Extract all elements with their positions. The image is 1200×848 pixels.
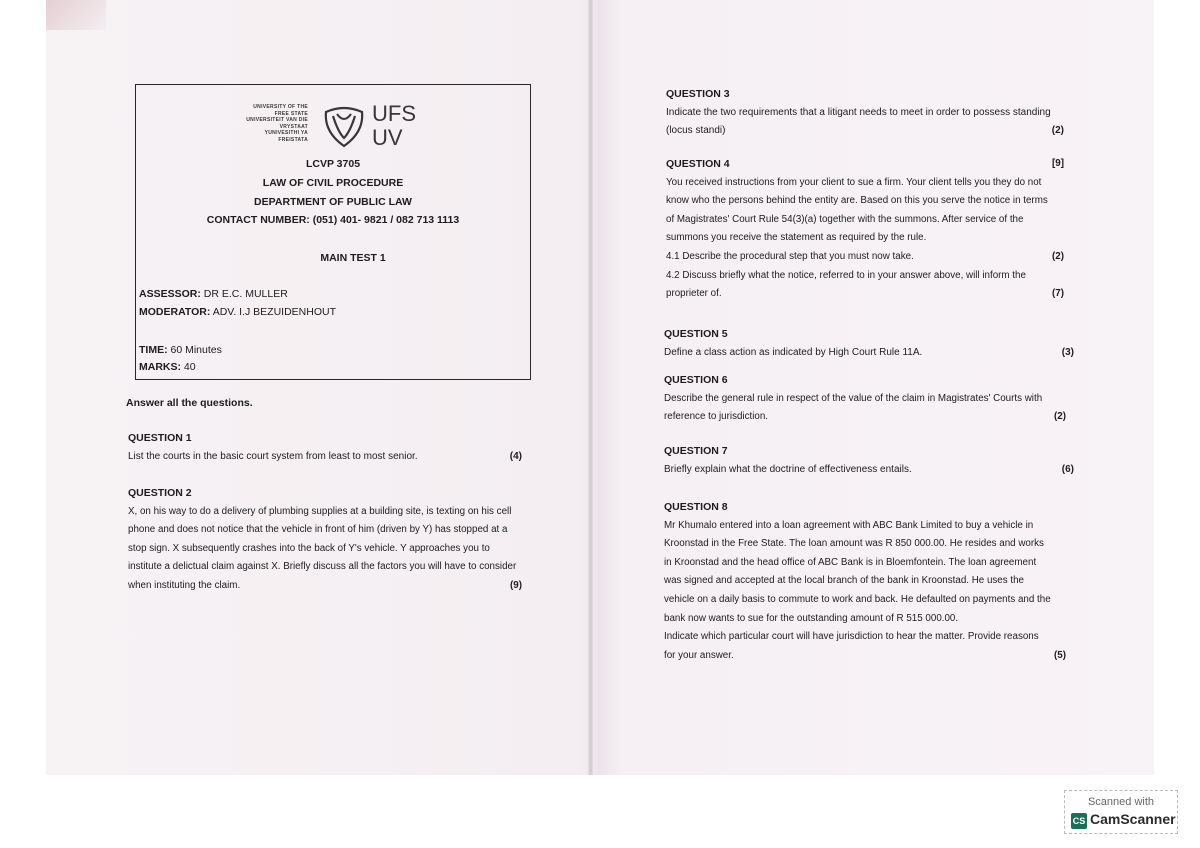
question-title: QUESTION 8 (664, 501, 728, 513)
question-title: QUESTION 6 (664, 374, 728, 386)
logo-uv-text: UV (372, 125, 403, 150)
question-row (128, 577, 542, 596)
question-title: QUESTION 7 (664, 445, 728, 457)
question-line: summons you receive the statement as required by the rule. (666, 232, 927, 244)
question-title: QUESTION 4 (666, 158, 730, 170)
camscanner-watermark (1064, 790, 1178, 834)
sub-question: 4.2 Discuss briefly what the notice, referred to in your answer above, will inform the (666, 269, 1026, 281)
question-title: QUESTION 5 (664, 328, 728, 340)
question-marks: (3) (1061, 346, 1074, 358)
logo-university-names (240, 104, 308, 144)
camscanner-logo-icon: CS (1071, 813, 1087, 829)
logo-line: UNIVERSITY OF THE (253, 104, 308, 110)
question-text: Briefly explain what the doctrine of effectiveness entails. (664, 463, 912, 475)
contact-number: CONTACT NUMBER: (051) 401- 9821 / 082 713 1113 (206, 214, 460, 226)
assessor-label: ASSESSOR: (139, 288, 201, 300)
logo-line: VRYSTAAT (279, 123, 308, 130)
question-line: for your answer. (664, 649, 734, 661)
test-title: MAIN TEST 1 (320, 252, 386, 264)
question-8 (664, 498, 1088, 665)
question-marks: (4) (509, 450, 522, 462)
marks-label: MARKS: (139, 361, 181, 373)
question-line: of Magistrates' Court Rule 54(3)(a) together with the summons. After service of the (666, 213, 1024, 225)
moderator-label: MODERATOR: (139, 306, 211, 318)
question-row (664, 461, 1074, 480)
question-marks: (6) (1061, 463, 1074, 475)
question-row (666, 285, 1086, 304)
question-line: institute a delictual claim against X. Briefly discuss all the factors you will have to consider (128, 561, 517, 573)
question-line: Kroonstad in the Free State. The loan amount was R 850 000.00. He resides and works (664, 538, 1044, 550)
logo-line: YUNIVESITHI YA (264, 130, 308, 137)
question-title: QUESTION 1 (128, 432, 192, 444)
question-line: know who the persons behind the entity are. Based on this you serve the notice in terms (666, 195, 1048, 207)
question-line: X, on his way to do a delivery of plumbing supplies at a building site, is texting on his cell (128, 505, 512, 517)
question-row (664, 344, 1074, 363)
department: DEPARTMENT OF PUBLIC LAW (254, 196, 412, 208)
question-2 (128, 484, 542, 596)
question-line: Indicate the two requirements that a litigant needs to meet in order to possess standing (666, 106, 1051, 118)
question-row (128, 448, 522, 467)
question-total: [9] (1052, 158, 1064, 169)
question-text: Define a class action as indicated by High Court Rule 11A. (664, 346, 923, 358)
question-3 (666, 85, 1086, 141)
time-label: TIME: (139, 344, 168, 356)
question-5 (664, 325, 1074, 362)
question-row (666, 122, 1086, 141)
time-value: 60 Minutes (170, 344, 222, 356)
question-line: stop sign. X subsequently crashes into the back of Y's vehicle. Y approaches you to (128, 542, 490, 554)
question-line: in Kroonstad and the head office of ABC Bank is in Bloemfontein. The loan agreement (664, 556, 1037, 568)
ufs-crest-icon (320, 102, 368, 150)
question-line: was signed and accepted at the local branch of the bank in Kroonstad. He uses the (664, 575, 1024, 587)
question-line: vehicle on a daily basis to commute to work and back. He defaulted on payments and the (664, 593, 1051, 605)
camscanner-brand: CamScanner (1090, 811, 1176, 827)
sub-question: proprieter of. (666, 288, 722, 300)
question-title: QUESTION 2 (128, 487, 192, 499)
ufs-logo (240, 102, 430, 154)
question-line: Indicate which particular court will have jurisdiction to hear the matter. Provide reasons (664, 631, 1039, 643)
question-row (664, 647, 1088, 666)
marks-value: 40 (183, 361, 196, 373)
question-7 (664, 442, 1074, 479)
instruction: Answer all the questions. (126, 397, 253, 409)
sub-question: 4.1 Describe the procedural step that you must now take. (666, 250, 914, 262)
question-marks: (9) (510, 579, 522, 591)
question-text: List the courts in the basic court system from least to most senior. (128, 450, 418, 462)
question-line: when instituting the claim. (128, 579, 241, 591)
question-line: Mr Khumalo entered into a loan agreement with ABC Bank Limited to buy a vehicle in (664, 519, 1034, 531)
logo-line: UNIVERSITEIT VAN DIE (246, 117, 308, 124)
question-line: (locus standi) (666, 125, 726, 137)
question-6 (664, 371, 1086, 427)
question-title: QUESTION 3 (666, 88, 730, 100)
question-marks: (7) (1052, 288, 1064, 300)
marks (139, 361, 196, 373)
question-line: bank now wants to sue for the outstanding amount of R 515 000.00. (664, 612, 959, 624)
question-line: You received instructions from your client to sue a firm. Your client tells you they do not (666, 176, 1042, 188)
logo-line: FREISTATA (278, 136, 308, 143)
paper-corner (46, 0, 106, 30)
question-1 (128, 429, 522, 466)
assessor-value: DR E.C. MULLER (203, 288, 288, 300)
question-line: reference to jurisdiction. (664, 411, 769, 423)
question-marks: (5) (1054, 649, 1066, 661)
question-marks: (2) (1054, 411, 1066, 423)
question-line: Describe the general rule in respect of the value of the claim in Magistrates' Courts with (664, 392, 1043, 404)
question-marks: (2) (1052, 250, 1064, 262)
scanned-with-text: Scanned with (1087, 796, 1155, 808)
moderator (139, 306, 336, 318)
logo-ufs-text: UFS (372, 101, 416, 126)
logo-line: FREE STATE (274, 110, 308, 117)
assessor (139, 288, 288, 300)
question-row (664, 408, 1086, 427)
question-4 (666, 155, 1086, 304)
question-row (666, 248, 1086, 267)
time (139, 344, 222, 356)
course-name: LAW OF CIVIL PROCEDURE (262, 177, 404, 189)
question-row (666, 155, 1086, 174)
moderator-value: ADV. I.J BEZUIDENHOUT (212, 306, 337, 318)
course-code: LCVP 3705 (305, 158, 361, 170)
question-line: phone and does not notice that the vehicle in front of him (driven by Y) has stopped at a (128, 524, 508, 536)
page-fold (588, 0, 594, 775)
question-marks: (2) (1051, 125, 1064, 137)
